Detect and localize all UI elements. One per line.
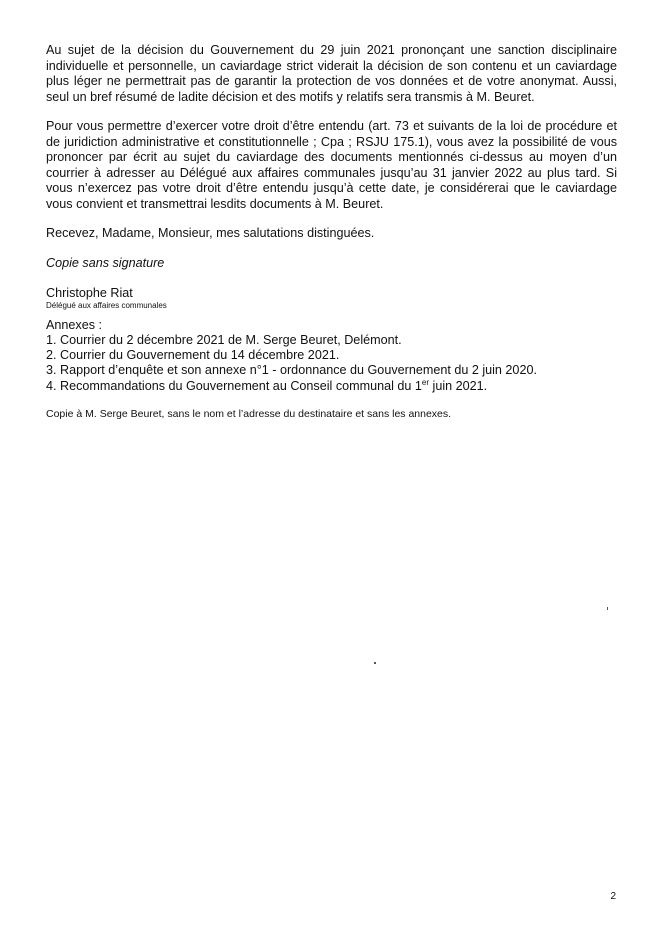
annex-item: 2. Courrier du Gouvernement du 14 décembre 2021.	[46, 348, 340, 363]
signatory-name: Christophe Riat	[46, 286, 133, 300]
closing-salutation: Recevez, Madame, Monsieur, mes salutations distinguées.	[46, 226, 375, 240]
annex-item: 3. Rapport d’enquête et son annexe n°1 - ordonnance du Gouvernement du 2 juin 2020.	[46, 363, 537, 378]
annex-item: 1. Courrier du 2 décembre 2021 de M. Serge Beuret, Delémont.	[46, 333, 402, 347]
page-number: 2	[610, 891, 616, 902]
superscript-er: er	[421, 377, 430, 387]
signatory-title: Délégué aux affaires communales	[46, 301, 167, 310]
copy-without-signature: Copie sans signature	[46, 255, 165, 270]
annexes-list	[46, 333, 617, 394]
scan-speck	[374, 662, 376, 664]
copy-recipient-note: Copie à M. Serge Beuret, sans le nom et l’adresse du destinataire et sans les annexes.	[46, 407, 452, 420]
annex-item-text-end: juin 2021.	[429, 378, 488, 393]
letter-content	[46, 43, 617, 421]
paragraph-decision: Au sujet de la décision du Gouvernement du 29 juin 2021 prononçant une sanction disciplinaire individuelle et personnelle, un caviardage strict viderait la décision de son contenu et un caviardage plus léger ne permettrait pas de garantir la protection de vos données et de votre anonymat. Aussi, seul un bref résumé de ladite décision et des motifs y relatifs sera transmis à M. Beuret.	[46, 43, 617, 104]
paragraph-right-to-be-heard: Pour vous permettre d’exercer votre droit d’être entendu (art. 73 et suivants de la loi de procédure et de juridiction administrative et constitutionnelle ; Cpa ; RSJU 175.1), vous avez la possibilité de vous prononcer par écrit au sujet du caviardage des documents mentionnés ci-dessus au moyen d’un courrier à adresser au Délégué aux affaires communales jusqu’au 31 janvier 2022 au plus tard. Si vous n’exercez pas votre droit d’être entendu jusqu’à cette date, je considérerai que le caviardage vous convient et transmettrai lesdits documents à M. Beuret.	[46, 119, 617, 211]
annex-item	[46, 379, 617, 394]
annexes-heading: Annexes :	[46, 318, 103, 332]
annex-item-text: 4. Recommandations du Gouvernement au Conseil communal du 1	[46, 378, 422, 393]
scan-speck	[607, 607, 608, 610]
